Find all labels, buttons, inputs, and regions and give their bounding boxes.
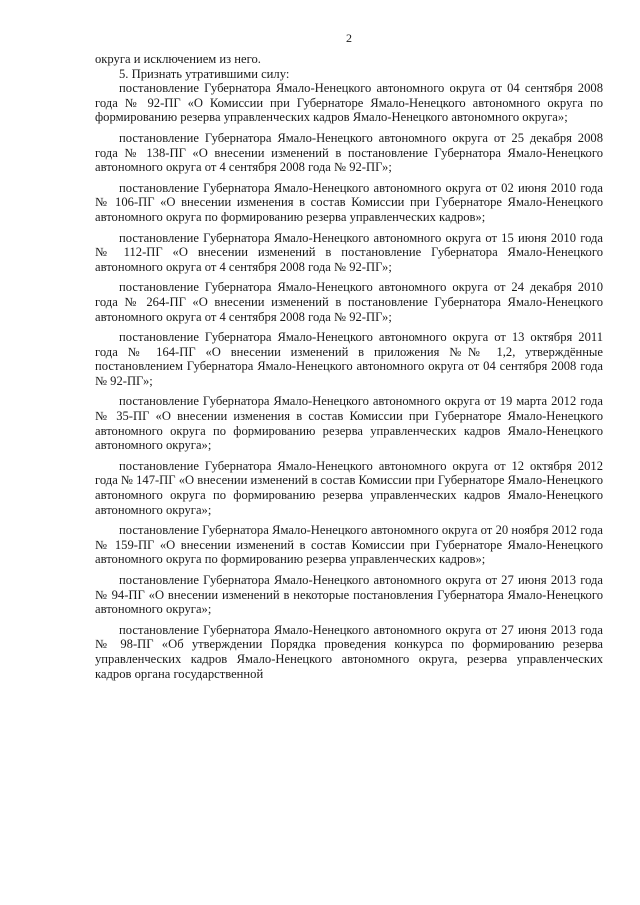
continuation-line: округа и исключением из него. (95, 52, 261, 66)
decree-paragraph: постановление Губернатора Ямало-Ненецкого автономного округа от 04 сентября 2008 года № 92-ПГ «О Комиссии при Губернаторе Ямало-Ненецкого автономного округа по формированию резерва управленческих кадров Ямало-Ненецкого автономного округа»; (95, 81, 603, 125)
decree-paragraph: постановление Губернатора Ямало-Ненецкого автономного округа от 25 декабря 2008 года № 138-ПГ «О внесении изменений в постановление Губернатора Ямало-Ненецкого автономного округа от 4 сентября 2008 года № 92-ПГ»; (95, 130, 603, 175)
decree-paragraph: постановление Губернатора Ямало-Ненецкого автономного округа от 13 октября 2011 года № 164-ПГ «О внесении изменений в приложения №№ 1,2, утверждённые постановлением Губернатора Ямало-Ненецкого автономного округа от 04 сентября 2008 года № 92-ПГ»; (95, 330, 603, 388)
page-number: 2 (346, 31, 352, 45)
decree-paragraph: постановление Губернатора Ямало-Ненецкого автономного округа от 15 июня 2010 года № 112-ПГ «О внесении изменений в постановление Губернатора Ямало-Ненецкого автономного округа от 4 сентября 2008 года № 92-ПГ»; (95, 230, 603, 274)
decree-paragraph: постановление Губернатора Ямало-Ненецкого автономного округа от 27 июня 2013 года № 98-ПГ «Об утверждении Порядка проведения конкурса по формированию резерва управленческих кадров Ямало-Ненецкого автономного округа, резерва управленческих кадров органа государственной (95, 622, 603, 681)
decree-paragraph: постановление Губернатора Ямало-Ненецкого автономного округа от 19 марта 2012 года № 35-ПГ «О внесении изменения в состав Комиссии при Губернаторе Ямало-Ненецкого автономного округа по формированию резерва управленческих кадров Ямало-Ненецкого автономного округа»; (95, 394, 603, 453)
decree-paragraph: постановление Губернатора Ямало-Ненецкого автономного округа от 12 октября 2012 года № 147-ПГ «О внесении изменений в состав Комиссии при Губернаторе Ямало-Ненецкого автономного округа по формированию резерва управленческих кадров Ямало-Ненецкого автономного округа»; (95, 458, 603, 517)
decree-paragraph: постановление Губернатора Ямало-Ненецкого автономного округа от 20 ноября 2012 года № 159-ПГ «О внесении изменений в состав Комиссии при Губернаторе Ямало-Ненецкого автономного округа по формированию резерва управленческих кадров»; (95, 523, 603, 567)
decree-paragraph: постановление Губернатора Ямало-Ненецкого автономного округа от 24 декабря 2010 года № 264-ПГ «О внесении изменений в постановление Губернатора Ямало-Ненецкого автономного округа от 4 сентября 2008 года № 92-ПГ»; (95, 280, 603, 324)
decree-paragraph: постановление Губернатора Ямало-Ненецкого автономного округа от 02 июня 2010 года № 106-ПГ «О внесении изменения в состав Комиссии при Губернаторе Ямало-Ненецкого автономного округа по формированию резерва управленческих кадров»; (95, 180, 603, 224)
decree-paragraph: постановление Губернатора Ямало-Ненецкого автономного округа от 27 июня 2013 года № 94-ПГ «О внесении изменений в некоторые постановления Губернатора Ямало-Ненецкого автономного округа»; (95, 573, 603, 617)
item-5-heading: 5. Признать утратившими силу: (119, 66, 290, 81)
document-body (95, 52, 603, 681)
